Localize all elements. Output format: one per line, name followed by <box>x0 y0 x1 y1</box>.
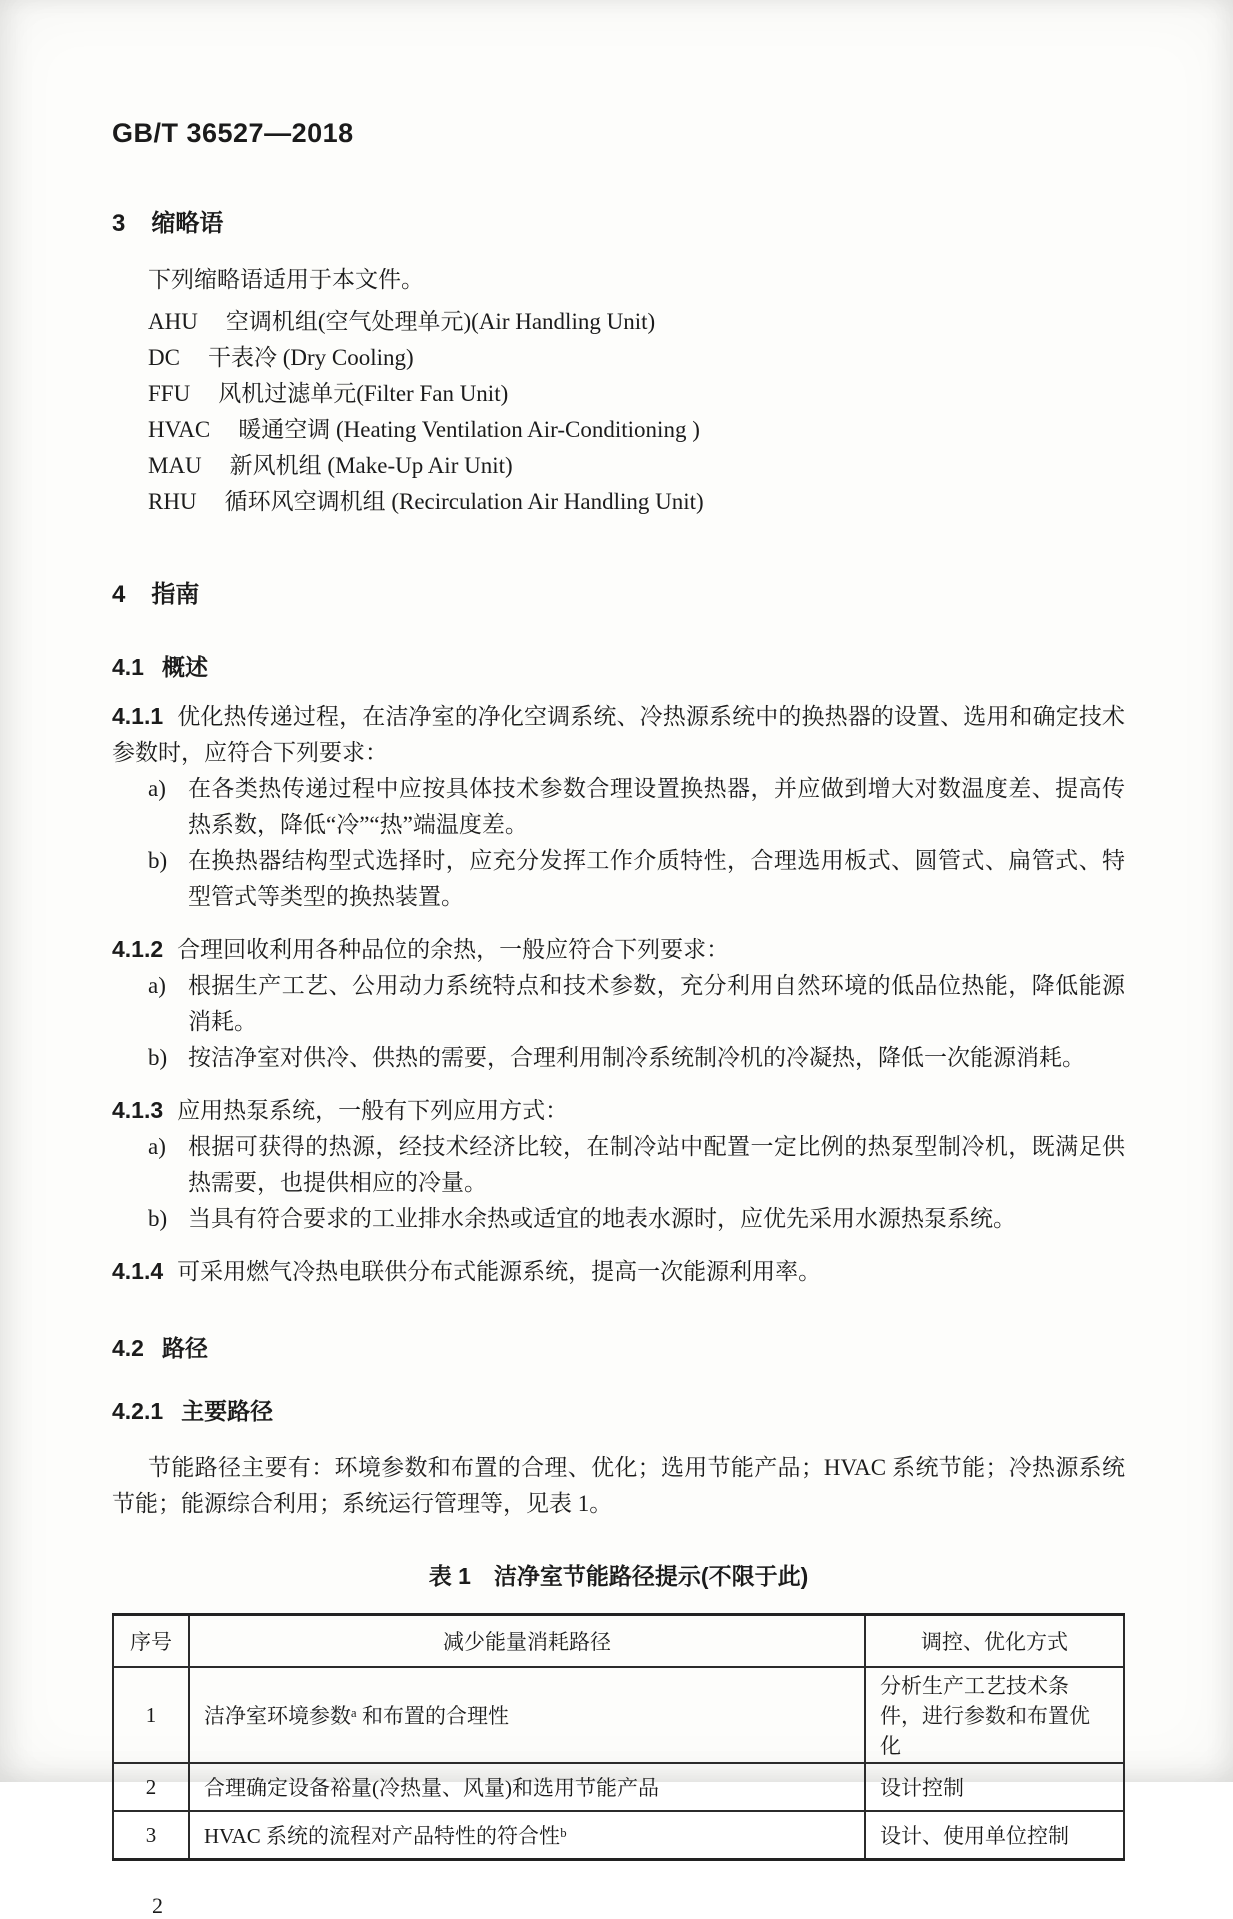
clause-4-1-3 <box>112 1092 1125 1129</box>
clause-number: 4.1.4 <box>112 1258 164 1284</box>
section-4-2-number: 4.2 <box>112 1335 144 1361</box>
abbr-definition: 空调机组(空气处理单元)(Air Handling Unit) <box>225 309 656 334</box>
clause-4-1-1 <box>112 698 1125 771</box>
abbr-definition: 新风机组 (Make-Up Air Unit) <box>229 453 513 478</box>
table-row <box>113 1763 1124 1811</box>
clause-number: 4.1.2 <box>112 936 164 962</box>
table-row <box>113 1667 1124 1763</box>
path-paragraph: 节能路径主要有：环境参数和布置的合理、优化；选用节能产品；HVAC 系统节能；冷热源系统节能；能源综合利用；系统运行管理等，见表 1。 <box>112 1455 1125 1516</box>
table-header-row <box>113 1615 1124 1668</box>
abbr-intro: 下列缩略语适用于本文件。 <box>148 267 424 292</box>
item-text: 按洁净室对供冷、供热的需要，合理利用制冷系统制冷机的冷凝热，降低一次能源消耗。 <box>188 1045 1085 1070</box>
abbr-item-ffu <box>148 376 1125 412</box>
cell-path: 合理确定设备裕量(冷热量、风量)和选用节能产品 <box>189 1763 865 1811</box>
abbr-item-ahu <box>148 304 1125 340</box>
abbr-item-rhu <box>148 484 1125 520</box>
table-header-method: 调控、优化方式 <box>865 1615 1124 1668</box>
section-4-2-1-title: 主要路径 <box>181 1398 274 1424</box>
cell-no: 3 <box>113 1811 189 1860</box>
table-header-no: 序号 <box>113 1615 189 1668</box>
item-text: 根据可获得的热源，经技术经济比较，在制冷站中配置一定比例的热泵型制冷机，既满足供热需要，也提供相应的冷量。 <box>188 1134 1125 1195</box>
abbr-definition: 干表冷 (Dry Cooling) <box>207 345 414 370</box>
page-number: 2 <box>152 1893 163 1918</box>
abbr-definition: 暖通空调 (Heating Ventilation Air-Conditioning ) <box>238 417 700 442</box>
clause-text: 可采用燃气冷热电联供分布式能源系统，提高一次能源利用率。 <box>177 1259 822 1284</box>
section-4-2-title: 路径 <box>161 1335 208 1361</box>
cell-path: HVAC 系统的流程对产品特性的符合性ᵇ <box>189 1811 865 1860</box>
item-text: 在换热器结构型式选择时，应充分发挥工作介质特性，合理选用板式、圆管式、扁管式、特型管式等类型的换热装置。 <box>188 848 1125 909</box>
table-1-title: 表 1 洁净室节能路径提示(不限于此) <box>428 1563 809 1589</box>
clause-4-1-3-item-b <box>112 1201 1125 1237</box>
item-label: a) <box>148 973 166 998</box>
clause-text: 应用热泵系统，一般有下列应用方式： <box>177 1098 569 1123</box>
clause-number: 4.1.1 <box>112 703 164 729</box>
section-4-1-title: 概述 <box>161 654 208 680</box>
abbr-term: RHU <box>148 489 197 514</box>
clause-number: 4.1.3 <box>112 1097 164 1123</box>
section-3-title: 缩略语 <box>151 210 224 237</box>
section-4-2-1-number: 4.2.1 <box>112 1398 164 1424</box>
section-3-heading <box>112 203 1125 238</box>
abbr-term: HVAC <box>148 417 211 442</box>
cell-path: 洁净室环境参数ᵃ 和布置的合理性 <box>189 1667 865 1763</box>
cell-no: 1 <box>113 1667 189 1763</box>
doc-number: GB/T 36527—2018 <box>112 118 354 148</box>
section-4-2-heading <box>112 1330 1125 1363</box>
clause-4-1-2 <box>112 931 1125 968</box>
section-4-title: 指南 <box>151 581 200 608</box>
section-4-1-number: 4.1 <box>112 654 144 680</box>
section-4-heading <box>112 574 1125 609</box>
clause-4-1-1-item-a <box>112 771 1125 843</box>
clause-4-1-4 <box>112 1253 1125 1290</box>
section-4-number: 4 <box>112 581 126 608</box>
cell-method: 设计控制 <box>865 1763 1124 1811</box>
item-label: b) <box>148 1206 168 1231</box>
item-label: a) <box>148 776 166 801</box>
clause-text: 合理回收利用各种品位的余热，一般应符合下列要求： <box>177 937 730 962</box>
clause-4-1-1-item-b <box>112 843 1125 915</box>
abbr-term: AHU <box>148 309 198 334</box>
energy-saving-path-table <box>112 1613 1125 1861</box>
abbr-item-dc <box>148 340 1125 376</box>
section-4-2-1-heading <box>112 1393 1125 1426</box>
table-row <box>113 1811 1124 1860</box>
abbr-item-hvac <box>148 412 1125 448</box>
cell-no: 2 <box>113 1763 189 1811</box>
cell-method: 分析生产工艺技术条件，进行参数和布置优化 <box>865 1667 1124 1763</box>
clause-4-1-3-item-a <box>112 1129 1125 1201</box>
abbr-list <box>148 304 1125 520</box>
abbr-item-mau <box>148 448 1125 484</box>
cell-method: 设计、使用单位控制 <box>865 1811 1124 1860</box>
abbr-definition: 循环风空调机组 (Recirculation Air Handling Unit) <box>224 489 704 514</box>
section-3-number: 3 <box>112 210 126 237</box>
abbr-term: MAU <box>148 453 202 478</box>
clause-4-1-2-item-b <box>112 1040 1125 1076</box>
item-label: a) <box>148 1134 166 1159</box>
item-label: b) <box>148 1045 168 1070</box>
section-4-1-heading <box>112 649 1125 682</box>
item-text: 在各类热传递过程中应按具体技术参数合理设置换热器，并应做到增大对数温度差、提高传热系数，降低“冷”“热”端温度差。 <box>188 776 1125 837</box>
item-label: b) <box>148 848 168 873</box>
clause-4-1-2-item-a <box>112 968 1125 1040</box>
abbr-term: FFU <box>148 381 191 406</box>
clause-text: 优化热传递过程，在洁净室的净化空调系统、冷热源系统中的换热器的设置、选用和确定技术参数时，应符合下列要求： <box>112 704 1125 765</box>
abbr-definition: 风机过滤单元(Filter Fan Unit) <box>218 381 509 406</box>
item-text: 当具有符合要求的工业排水余热或适宜的地表水源时，应优先采用水源热泵系统。 <box>188 1206 1016 1231</box>
table-header-path: 减少能量消耗路径 <box>189 1615 865 1668</box>
abbr-term: DC <box>148 345 180 370</box>
item-text: 根据生产工艺、公用动力系统特点和技术参数，充分利用自然环境的低品位热能，降低能源消耗。 <box>188 973 1125 1034</box>
